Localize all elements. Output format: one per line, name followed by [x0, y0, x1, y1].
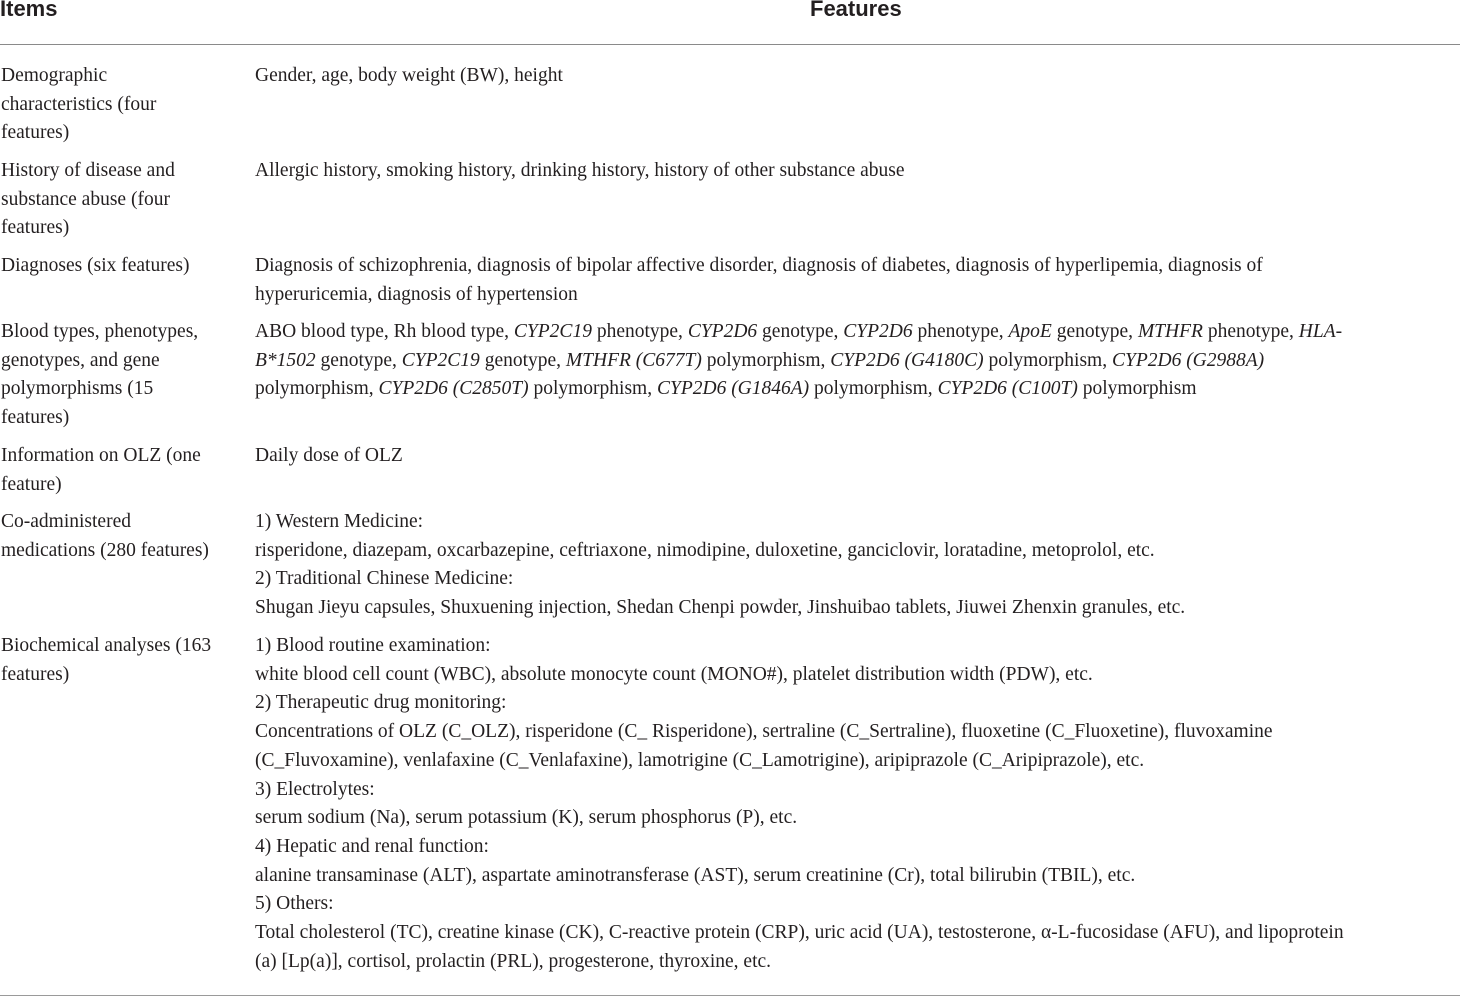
gene-name: CYP2D6 (C100T)	[937, 378, 1078, 400]
row-history-features	[255, 157, 1455, 186]
text-run: ABO blood type, Rh blood type,	[255, 321, 514, 342]
feature-line: Concentrations of OLZ (C_OLZ), risperidone (C_ Risperidone), sertraline (C_Sertraline), fluoxetine (C_Fluoxetine), fluvoxamine	[255, 721, 1273, 743]
feature-line: Shugan Jieyu capsules, Shuxuening injection, Shedan Chenpi powder, Jinshuibao tablets, Jiuwei Zhenxin granules, etc.	[255, 597, 1186, 619]
text-run: phenotype,	[1202, 321, 1299, 342]
row-biochemical-item	[1, 632, 236, 689]
feature-line: 5) Others:	[255, 893, 334, 915]
text-run: polymorphism,	[983, 349, 1112, 371]
text-run: polymorphism	[1077, 378, 1197, 400]
feature-line: Allergic history, smoking history, drinking history, history of other substance abuse	[255, 160, 905, 181]
feature-line: 4) Hepatic and renal function:	[255, 835, 489, 857]
feature-line: alanine transaminase (ALT), aspartate aminotransferase (AST), serum creatinine (Cr), total bilirubin (TBIL), etc.	[255, 864, 1136, 886]
row-history-item	[1, 157, 236, 243]
gene-name: CYP2C19	[513, 321, 592, 342]
text-run: polymorphism,	[701, 349, 831, 371]
text-run: polymorphism,	[255, 378, 379, 400]
row-medications-features	[255, 508, 1455, 623]
text-run: genotype,	[479, 349, 566, 371]
item-line: feature)	[1, 473, 62, 495]
item-line: Co-administered	[1, 511, 131, 532]
gene-name: MTHFR	[1137, 321, 1203, 342]
feature-line: 1) Blood routine examination:	[255, 635, 491, 656]
item-line: medications (280 features)	[1, 539, 209, 561]
feature-line: 3) Electrolytes:	[255, 778, 375, 800]
row-demographic-item	[1, 62, 236, 148]
item-line: Blood types, phenotypes,	[1, 321, 199, 342]
gene-name: CYP2D6 (G2988A)	[1111, 349, 1265, 371]
item-line: substance abuse (four	[1, 188, 170, 210]
item-line: History of disease and	[1, 160, 175, 181]
item-line: Information on OLZ (one	[1, 445, 201, 466]
feature-line: (C_Fluvoxamine), venlafaxine (C_Venlafaxine), lamotrigine (C_Lamotrigine), aripiprazole (C_Aripiprazole), etc.	[255, 749, 1145, 771]
row-biochemical-features	[255, 632, 1455, 976]
feature-line	[255, 375, 1455, 404]
feature-line: risperidone, diazepam, oxcarbazepine, ceftriaxone, nimodipine, duloxetine, ganciclovir, loratadine, metoprolol, etc.	[255, 539, 1155, 561]
feature-line: 2) Therapeutic drug monitoring:	[255, 692, 507, 714]
feature-line: 2) Traditional Chinese Medicine:	[255, 568, 514, 590]
row-olz-item	[1, 442, 236, 499]
feature-line: 1) Western Medicine:	[255, 511, 424, 532]
item-line: characteristics (four	[1, 93, 157, 115]
item-line: Demographic	[1, 65, 108, 86]
feature-line: white blood cell count (WBC), absolute monocyte count (MONO#), platelet distribution width (PDW), etc.	[255, 663, 1093, 685]
header-items: Items	[0, 0, 58, 21]
item-line: genotypes, and gene	[1, 349, 160, 371]
feature-line: serum sodium (Na), serum potassium (K), serum phosphorus (P), etc.	[255, 807, 798, 829]
gene-name: CYP2D6 (C2850T)	[378, 378, 529, 400]
item-line: Diagnoses (six features)	[1, 255, 190, 276]
feature-line: Gender, age, body weight (BW), height	[255, 65, 563, 86]
gene-name: B*1502	[255, 349, 316, 371]
item-line: polymorphisms (15	[1, 378, 154, 400]
row-diagnoses-features	[255, 252, 1455, 309]
gene-name: CYP2D6 (G4180C)	[830, 349, 984, 371]
feature-line: (a) [Lp(a)], cortisol, prolactin (PRL), progesterone, thyroxine, etc.	[255, 950, 772, 972]
table-bottom-rule	[0, 995, 1460, 996]
item-line: features)	[1, 217, 70, 239]
gene-name: ApoE	[1008, 321, 1052, 342]
text-run: genotype,	[315, 349, 402, 371]
header-rule	[0, 44, 1460, 45]
row-bloodtypes-item	[1, 318, 236, 433]
row-medications-item	[1, 508, 236, 565]
feature-line: Total cholesterol (TC), creatine kinase (CK), C-reactive protein (CRP), uric acid (UA), testosterone, α-L-fucosidase (AFU), and lipoprotein	[255, 922, 1344, 944]
row-bloodtypes-features	[255, 318, 1455, 404]
text-run: polymorphism,	[528, 378, 657, 400]
gene-name: CYP2C19	[401, 349, 480, 371]
feature-line: Daily dose of OLZ	[255, 445, 403, 466]
text-run: phenotype,	[912, 321, 1009, 342]
feature-line	[255, 347, 1455, 376]
text-run: genotype,	[1051, 321, 1138, 342]
row-olz-features	[255, 442, 1455, 471]
gene-name: CYP2D6	[843, 321, 913, 342]
header-features: Features	[810, 0, 902, 21]
feature-line: Diagnosis of schizophrenia, diagnosis of bipolar affective disorder, diagnosis of diabetes, diagnosis of hyperlipemia, diagnosis of	[255, 255, 1263, 276]
gene-name: MTHFR (C677T)	[565, 349, 702, 371]
row-demographic-features	[255, 62, 1455, 91]
text-run: genotype,	[757, 321, 844, 342]
gene-name: HLA-	[1298, 321, 1343, 342]
text-run: polymorphism,	[809, 378, 938, 400]
gene-name: CYP2D6	[687, 321, 758, 342]
feature-line	[255, 318, 1455, 347]
item-line: Biochemical analyses (163	[1, 635, 212, 656]
text-run: phenotype,	[591, 321, 688, 342]
item-line: features)	[1, 122, 70, 144]
item-line: features)	[1, 407, 70, 429]
gene-name: CYP2D6 (G1846A)	[656, 378, 810, 400]
row-diagnoses-item	[1, 252, 236, 281]
feature-line: hyperuricemia, diagnosis of hypertension	[255, 283, 578, 305]
item-line: features)	[1, 663, 70, 685]
